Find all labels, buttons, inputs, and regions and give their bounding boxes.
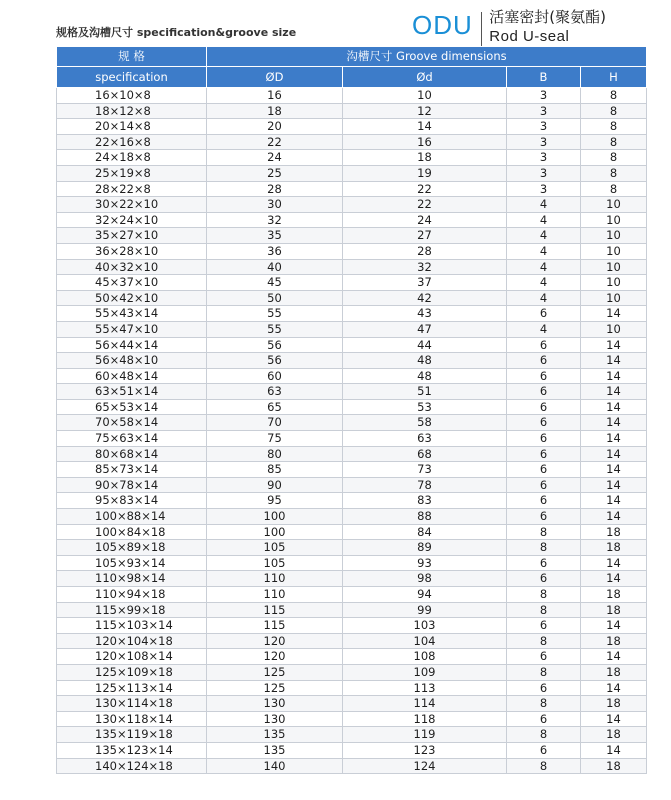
- cell-inner-diameter: 27: [343, 228, 507, 244]
- cell-inner-diameter: 119: [343, 727, 507, 743]
- table-row: [57, 275, 647, 291]
- cell-specification: 20×14×8: [57, 119, 207, 135]
- table-body: [57, 88, 647, 774]
- cell-h: 14: [581, 446, 647, 462]
- cell-inner-diameter: 98: [343, 571, 507, 587]
- cell-b: 8: [507, 633, 581, 649]
- cell-h: 14: [581, 649, 647, 665]
- table-row: [57, 633, 647, 649]
- header-divider: [481, 12, 483, 46]
- table-row: [57, 165, 647, 181]
- cell-inner-diameter: 48: [343, 368, 507, 384]
- cell-h: 10: [581, 259, 647, 275]
- cell-specification: 28×22×8: [57, 181, 207, 197]
- cell-b: 4: [507, 228, 581, 244]
- cell-inner-diameter: 12: [343, 103, 507, 119]
- cell-inner-diameter: 44: [343, 337, 507, 353]
- cell-h: 14: [581, 618, 647, 634]
- cell-inner-diameter: 22: [343, 197, 507, 213]
- cell-outer-diameter: 110: [207, 587, 343, 603]
- table-row: [57, 306, 647, 322]
- cell-outer-diameter: 85: [207, 462, 343, 478]
- group-header-spec: 规 格: [57, 47, 207, 67]
- cell-h: 14: [581, 509, 647, 525]
- cell-inner-diameter: 108: [343, 649, 507, 665]
- table-row: [57, 696, 647, 712]
- cell-h: 10: [581, 275, 647, 291]
- cell-specification: 125×109×18: [57, 664, 207, 680]
- table-row: [57, 243, 647, 259]
- cell-outer-diameter: 140: [207, 758, 343, 774]
- cell-h: 14: [581, 493, 647, 509]
- product-header: [412, 8, 606, 46]
- cell-inner-diameter: 124: [343, 758, 507, 774]
- cell-b: 4: [507, 290, 581, 306]
- cell-h: 8: [581, 134, 647, 150]
- cell-inner-diameter: 16: [343, 134, 507, 150]
- cell-inner-diameter: 48: [343, 353, 507, 369]
- cell-h: 8: [581, 150, 647, 166]
- cell-b: 6: [507, 649, 581, 665]
- cell-specification: 35×27×10: [57, 228, 207, 244]
- cell-specification: 110×94×18: [57, 587, 207, 603]
- cell-h: 14: [581, 555, 647, 571]
- cell-h: 14: [581, 384, 647, 400]
- cell-h: 18: [581, 587, 647, 603]
- cell-inner-diameter: 88: [343, 509, 507, 525]
- cell-outer-diameter: 125: [207, 680, 343, 696]
- cell-b: 6: [507, 680, 581, 696]
- cell-specification: 115×103×14: [57, 618, 207, 634]
- table-row: [57, 493, 647, 509]
- cell-outer-diameter: 100: [207, 509, 343, 525]
- table-row: [57, 758, 647, 774]
- cell-outer-diameter: 75: [207, 431, 343, 447]
- cell-b: 3: [507, 88, 581, 104]
- cell-specification: 65×53×14: [57, 399, 207, 415]
- cell-specification: 25×19×8: [57, 165, 207, 181]
- cell-outer-diameter: 22: [207, 134, 343, 150]
- cell-b: 6: [507, 415, 581, 431]
- cell-b: 4: [507, 275, 581, 291]
- spec-table: [56, 46, 647, 774]
- cell-h: 14: [581, 711, 647, 727]
- cell-outer-diameter: 105: [207, 540, 343, 556]
- cell-inner-diameter: 73: [343, 462, 507, 478]
- table-row: [57, 337, 647, 353]
- cell-inner-diameter: 51: [343, 384, 507, 400]
- cell-outer-diameter: 135: [207, 742, 343, 758]
- cell-b: 4: [507, 321, 581, 337]
- cell-inner-diameter: 78: [343, 477, 507, 493]
- table-row: [57, 212, 647, 228]
- cell-inner-diameter: 58: [343, 415, 507, 431]
- cell-inner-diameter: 68: [343, 446, 507, 462]
- cell-outer-diameter: 60: [207, 368, 343, 384]
- cell-inner-diameter: 14: [343, 119, 507, 135]
- cell-b: 6: [507, 462, 581, 478]
- cell-specification: 70×58×14: [57, 415, 207, 431]
- table-row: [57, 727, 647, 743]
- cell-outer-diameter: 63: [207, 384, 343, 400]
- cell-b: 6: [507, 555, 581, 571]
- cell-outer-diameter: 125: [207, 664, 343, 680]
- cell-specification: 55×43×14: [57, 306, 207, 322]
- cell-outer-diameter: 65: [207, 399, 343, 415]
- table-row: [57, 649, 647, 665]
- cell-specification: 60×48×14: [57, 368, 207, 384]
- cell-h: 18: [581, 727, 647, 743]
- table-row: [57, 197, 647, 213]
- table-row: [57, 103, 647, 119]
- cell-inner-diameter: 42: [343, 290, 507, 306]
- cell-inner-diameter: 84: [343, 524, 507, 540]
- cell-b: 8: [507, 664, 581, 680]
- cell-b: 6: [507, 399, 581, 415]
- cell-outer-diameter: 18: [207, 103, 343, 119]
- cell-outer-diameter: 55: [207, 306, 343, 322]
- table-row: [57, 742, 647, 758]
- cell-b: 4: [507, 197, 581, 213]
- cell-specification: 45×37×10: [57, 275, 207, 291]
- cell-outer-diameter: 135: [207, 727, 343, 743]
- cell-h: 10: [581, 243, 647, 259]
- cell-specification: 24×18×8: [57, 150, 207, 166]
- cell-outer-diameter: 36: [207, 243, 343, 259]
- cell-inner-diameter: 53: [343, 399, 507, 415]
- cell-inner-diameter: 22: [343, 181, 507, 197]
- table-row: [57, 664, 647, 680]
- cell-specification: 135×123×14: [57, 742, 207, 758]
- cell-h: 18: [581, 633, 647, 649]
- cell-specification: 105×93×14: [57, 555, 207, 571]
- cell-outer-diameter: 130: [207, 711, 343, 727]
- cell-b: 3: [507, 165, 581, 181]
- cell-h: 14: [581, 399, 647, 415]
- cell-outer-diameter: 105: [207, 555, 343, 571]
- product-code: ODU: [412, 10, 473, 40]
- cell-specification: 130×114×18: [57, 696, 207, 712]
- cell-outer-diameter: 70: [207, 415, 343, 431]
- cell-h: 18: [581, 524, 647, 540]
- cell-inner-diameter: 32: [343, 259, 507, 275]
- cell-specification: 110×98×14: [57, 571, 207, 587]
- cell-b: 8: [507, 758, 581, 774]
- cell-specification: 22×16×8: [57, 134, 207, 150]
- table-row: [57, 384, 647, 400]
- cell-specification: 100×84×18: [57, 524, 207, 540]
- table-row: [57, 399, 647, 415]
- column-header-inner-diameter: Ød: [343, 67, 507, 88]
- table-row: [57, 181, 647, 197]
- cell-specification: 18×12×8: [57, 103, 207, 119]
- cell-b: 3: [507, 181, 581, 197]
- cell-inner-diameter: 18: [343, 150, 507, 166]
- cell-b: 3: [507, 119, 581, 135]
- cell-h: 18: [581, 758, 647, 774]
- cell-b: 6: [507, 337, 581, 353]
- cell-inner-diameter: 47: [343, 321, 507, 337]
- group-header-groove: 沟槽尺寸 Groove dimensions: [207, 47, 647, 67]
- cell-inner-diameter: 109: [343, 664, 507, 680]
- cell-specification: 50×42×10: [57, 290, 207, 306]
- cell-b: 8: [507, 524, 581, 540]
- cell-h: 14: [581, 680, 647, 696]
- cell-inner-diameter: 37: [343, 275, 507, 291]
- cell-b: 3: [507, 150, 581, 166]
- cell-specification: 120×108×14: [57, 649, 207, 665]
- cell-specification: 95×83×14: [57, 493, 207, 509]
- table-row: [57, 446, 647, 462]
- cell-b: 8: [507, 727, 581, 743]
- cell-h: 18: [581, 696, 647, 712]
- cell-specification: 75×63×14: [57, 431, 207, 447]
- table-row: [57, 540, 647, 556]
- cell-h: 18: [581, 664, 647, 680]
- table-row: [57, 290, 647, 306]
- table-row: [57, 587, 647, 603]
- cell-specification: 32×24×10: [57, 212, 207, 228]
- cell-inner-diameter: 83: [343, 493, 507, 509]
- cell-specification: 40×32×10: [57, 259, 207, 275]
- table-group-header: [57, 47, 647, 67]
- cell-specification: 115×99×18: [57, 602, 207, 618]
- table-row: [57, 134, 647, 150]
- cell-outer-diameter: 55: [207, 321, 343, 337]
- table-row: [57, 150, 647, 166]
- cell-inner-diameter: 113: [343, 680, 507, 696]
- cell-h: 10: [581, 228, 647, 244]
- table-row: [57, 680, 647, 696]
- cell-h: 14: [581, 337, 647, 353]
- table-row: [57, 88, 647, 104]
- cell-b: 6: [507, 384, 581, 400]
- table-row: [57, 259, 647, 275]
- cell-h: 14: [581, 368, 647, 384]
- cell-b: 6: [507, 742, 581, 758]
- table-row: [57, 477, 647, 493]
- cell-outer-diameter: 100: [207, 524, 343, 540]
- cell-outer-diameter: 90: [207, 477, 343, 493]
- cell-specification: 30×22×10: [57, 197, 207, 213]
- cell-outer-diameter: 120: [207, 633, 343, 649]
- cell-outer-diameter: 50: [207, 290, 343, 306]
- cell-outer-diameter: 24: [207, 150, 343, 166]
- cell-h: 18: [581, 540, 647, 556]
- cell-outer-diameter: 40: [207, 259, 343, 275]
- product-title-cn: 活塞密封(聚氨酯): [489, 8, 606, 26]
- cell-outer-diameter: 56: [207, 337, 343, 353]
- cell-b: 6: [507, 618, 581, 634]
- cell-outer-diameter: 115: [207, 602, 343, 618]
- cell-inner-diameter: 114: [343, 696, 507, 712]
- cell-h: 14: [581, 571, 647, 587]
- cell-outer-diameter: 32: [207, 212, 343, 228]
- table-row: [57, 524, 647, 540]
- cell-outer-diameter: 115: [207, 618, 343, 634]
- cell-h: 14: [581, 742, 647, 758]
- cell-b: 4: [507, 259, 581, 275]
- cell-inner-diameter: 93: [343, 555, 507, 571]
- cell-b: 3: [507, 134, 581, 150]
- cell-h: 14: [581, 477, 647, 493]
- column-header-b: B: [507, 67, 581, 88]
- cell-specification: 80×68×14: [57, 446, 207, 462]
- cell-h: 14: [581, 306, 647, 322]
- table-column-header: [57, 67, 647, 88]
- table-row: [57, 228, 647, 244]
- cell-specification: 140×124×18: [57, 758, 207, 774]
- cell-h: 8: [581, 119, 647, 135]
- cell-b: 6: [507, 306, 581, 322]
- cell-inner-diameter: 24: [343, 212, 507, 228]
- cell-h: 14: [581, 353, 647, 369]
- product-title-block: [489, 8, 606, 46]
- table-row: [57, 602, 647, 618]
- product-title-en: Rod U-seal: [489, 28, 570, 45]
- cell-specification: 125×113×14: [57, 680, 207, 696]
- cell-specification: 85×73×14: [57, 462, 207, 478]
- table-row: [57, 431, 647, 447]
- cell-h: 8: [581, 88, 647, 104]
- table-row: [57, 711, 647, 727]
- cell-outer-diameter: 35: [207, 228, 343, 244]
- cell-h: 8: [581, 103, 647, 119]
- cell-specification: 63×51×14: [57, 384, 207, 400]
- cell-inner-diameter: 94: [343, 587, 507, 603]
- cell-inner-diameter: 63: [343, 431, 507, 447]
- cell-b: 3: [507, 103, 581, 119]
- table-row: [57, 555, 647, 571]
- column-header-outer-diameter: ØD: [207, 67, 343, 88]
- table-row: [57, 368, 647, 384]
- cell-specification: 105×89×18: [57, 540, 207, 556]
- cell-specification: 135×119×18: [57, 727, 207, 743]
- column-header-h: H: [581, 67, 647, 88]
- cell-inner-diameter: 19: [343, 165, 507, 181]
- cell-outer-diameter: 30: [207, 197, 343, 213]
- cell-outer-diameter: 20: [207, 119, 343, 135]
- cell-outer-diameter: 45: [207, 275, 343, 291]
- cell-inner-diameter: 43: [343, 306, 507, 322]
- cell-outer-diameter: 80: [207, 446, 343, 462]
- cell-specification: 90×78×14: [57, 477, 207, 493]
- cell-outer-diameter: 56: [207, 353, 343, 369]
- cell-b: 4: [507, 212, 581, 228]
- cell-h: 8: [581, 181, 647, 197]
- table-row: [57, 462, 647, 478]
- table-row: [57, 571, 647, 587]
- cell-b: 8: [507, 587, 581, 603]
- cell-outer-diameter: 130: [207, 696, 343, 712]
- cell-b: 6: [507, 368, 581, 384]
- cell-outer-diameter: 16: [207, 88, 343, 104]
- cell-b: 8: [507, 540, 581, 556]
- cell-specification: 130×118×14: [57, 711, 207, 727]
- cell-b: 6: [507, 509, 581, 525]
- table-row: [57, 509, 647, 525]
- cell-b: 6: [507, 711, 581, 727]
- cell-inner-diameter: 123: [343, 742, 507, 758]
- cell-h: 8: [581, 165, 647, 181]
- cell-h: 10: [581, 290, 647, 306]
- cell-h: 14: [581, 431, 647, 447]
- cell-inner-diameter: 28: [343, 243, 507, 259]
- table-row: [57, 353, 647, 369]
- column-header-specification: specification: [57, 67, 207, 88]
- cell-outer-diameter: 120: [207, 649, 343, 665]
- cell-h: 18: [581, 602, 647, 618]
- cell-specification: 55×47×10: [57, 321, 207, 337]
- cell-outer-diameter: 25: [207, 165, 343, 181]
- table-row: [57, 415, 647, 431]
- cell-outer-diameter: 28: [207, 181, 343, 197]
- cell-inner-diameter: 10: [343, 88, 507, 104]
- cell-inner-diameter: 89: [343, 540, 507, 556]
- cell-inner-diameter: 118: [343, 711, 507, 727]
- cell-specification: 56×44×14: [57, 337, 207, 353]
- cell-b: 6: [507, 446, 581, 462]
- cell-h: 14: [581, 415, 647, 431]
- cell-h: 10: [581, 197, 647, 213]
- cell-specification: 120×104×18: [57, 633, 207, 649]
- cell-specification: 36×28×10: [57, 243, 207, 259]
- table-row: [57, 321, 647, 337]
- cell-h: 10: [581, 212, 647, 228]
- cell-specification: 56×48×10: [57, 353, 207, 369]
- cell-specification: 100×88×14: [57, 509, 207, 525]
- cell-specification: 16×10×8: [57, 88, 207, 104]
- cell-b: 6: [507, 571, 581, 587]
- table-row: [57, 618, 647, 634]
- cell-inner-diameter: 104: [343, 633, 507, 649]
- cell-h: 10: [581, 321, 647, 337]
- cell-b: 6: [507, 493, 581, 509]
- cell-b: 8: [507, 696, 581, 712]
- section-title: 规格及沟槽尺寸 specification&groove size: [56, 26, 297, 39]
- cell-h: 14: [581, 462, 647, 478]
- cell-outer-diameter: 110: [207, 571, 343, 587]
- table-row: [57, 119, 647, 135]
- cell-b: 4: [507, 243, 581, 259]
- cell-b: 6: [507, 431, 581, 447]
- cell-b: 6: [507, 477, 581, 493]
- cell-b: 6: [507, 353, 581, 369]
- cell-b: 8: [507, 602, 581, 618]
- cell-outer-diameter: 95: [207, 493, 343, 509]
- cell-inner-diameter: 103: [343, 618, 507, 634]
- cell-inner-diameter: 99: [343, 602, 507, 618]
